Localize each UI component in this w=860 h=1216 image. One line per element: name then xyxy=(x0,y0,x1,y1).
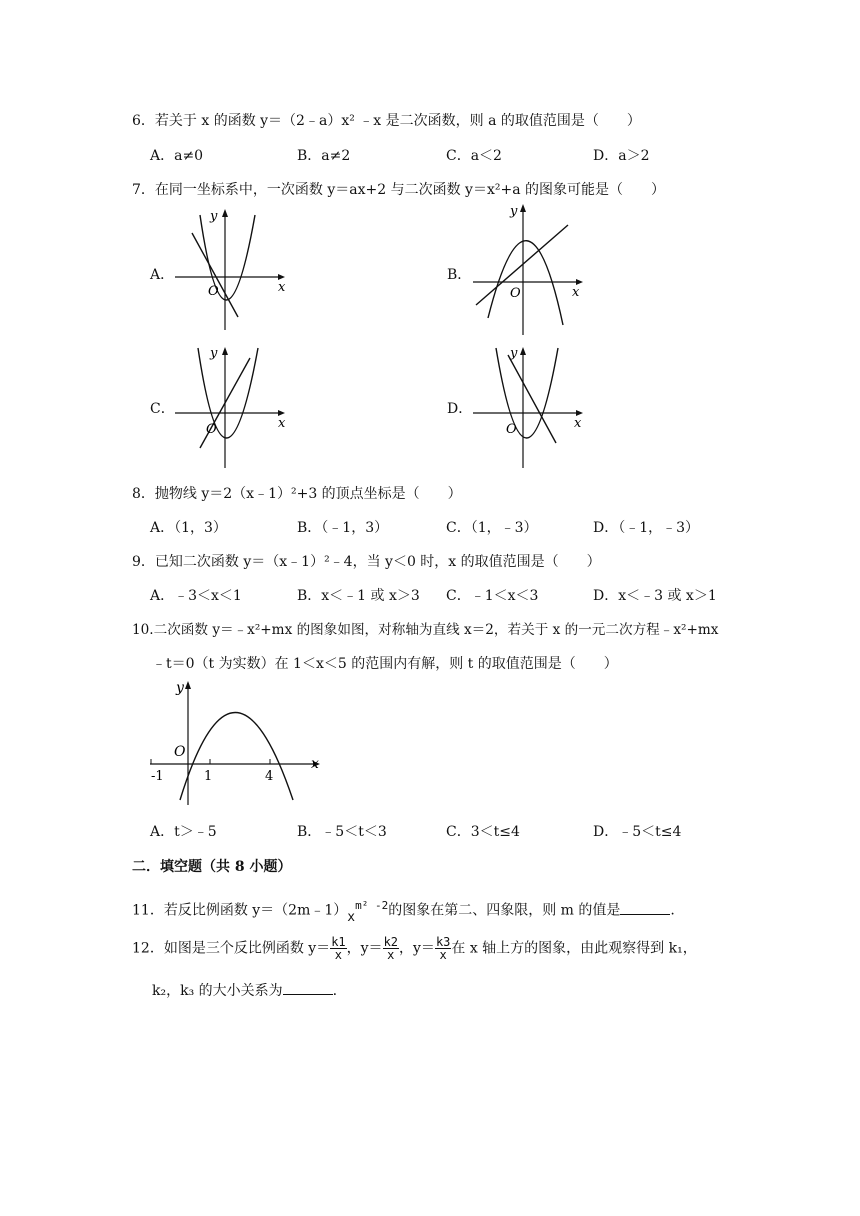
q12-end: . xyxy=(332,983,338,999)
q12-text-before: 12．如图是三个反比例函数 y＝ xyxy=(132,940,331,957)
q6-option-a[interactable]: A．a≠0 xyxy=(150,148,204,164)
q8-option-a[interactable]: A．（1，3） xyxy=(150,520,227,536)
origin-label: O xyxy=(208,284,219,299)
q12-line-2-text: k₂，k₃ 的大小关系为 xyxy=(152,983,283,999)
q12-sep-1: ，y＝ xyxy=(346,940,383,957)
q8-option-c[interactable]: C．（1，﹣3） xyxy=(446,520,538,536)
q12-frac1-den: x xyxy=(334,948,343,962)
q9-option-b[interactable]: B．x＜﹣1 或 x＞3 xyxy=(297,588,420,604)
question-12-line-1 xyxy=(132,936,697,961)
q10-origin-label: O xyxy=(174,744,186,760)
q12-fraction-3 xyxy=(435,936,451,961)
q8-option-b[interactable]: B．（﹣1，3） xyxy=(297,520,389,536)
question-10-line-1: 10.二次函数 y＝﹣x²+mx 的图象如图，对称轴为直线 x＝2，若关于 x 的一元二次方程﹣x²+mx xyxy=(132,622,719,638)
q12-frac3-den: x xyxy=(439,948,447,962)
q7-option-a-label[interactable]: A． xyxy=(150,267,175,283)
q11-end: . xyxy=(670,902,675,919)
question-7-text: 7．在同一坐标系中，一次函数 y＝ax+2 与二次函数 y＝x²+a 的图象可能是（ ） xyxy=(132,182,665,198)
section-2-title: 二．填空题（共 8 小题） xyxy=(132,859,292,875)
q6-option-b[interactable]: B．a≠2 xyxy=(297,148,351,164)
q11-answer-blank[interactable] xyxy=(620,900,670,915)
axis-x-label: x xyxy=(574,416,582,431)
q7-graph-b xyxy=(468,200,588,340)
axis-y-label: y xyxy=(210,346,218,361)
q10-axis-x-label: x xyxy=(311,756,319,772)
q9-option-c[interactable]: C．﹣1＜x＜3 xyxy=(446,588,539,604)
q10-tick-1: 1 xyxy=(204,769,213,784)
q12-fraction-2 xyxy=(383,936,399,961)
q10-tick-4: 4 xyxy=(265,769,274,784)
q6-option-c[interactable]: C．a＜2 xyxy=(446,148,502,164)
q10-option-a[interactable]: A．t＞﹣5 xyxy=(150,824,217,840)
q10-option-c[interactable]: C．3＜t≤4 xyxy=(446,824,520,840)
q11-exponent: m² -2 xyxy=(355,899,389,912)
question-6-text: 6．若关于 x 的函数 y＝（2﹣a）x² ﹣x 是二次函数，则 a 的取值范围是（ ） xyxy=(132,113,641,129)
q10-option-d[interactable]: D．﹣5＜t≤4 xyxy=(593,824,682,840)
q7-option-d-label[interactable]: D． xyxy=(447,401,473,417)
q10-tick-neg1: -1 xyxy=(151,769,164,784)
question-12-line-2 xyxy=(152,980,337,1001)
q7-option-b-label[interactable]: B． xyxy=(447,267,472,283)
origin-label: O xyxy=(510,286,521,301)
question-11 xyxy=(132,896,675,925)
q6-option-d[interactable]: D．a＞2 xyxy=(593,148,650,164)
q12-frac2-num: k2 xyxy=(383,935,399,949)
q12-frac1-num: k1 xyxy=(331,935,346,949)
q8-option-d[interactable]: D．（﹣1，﹣3） xyxy=(593,520,700,536)
q10-option-b[interactable]: B．﹣5＜t＜3 xyxy=(297,824,387,840)
q7-graph-d xyxy=(468,343,588,473)
q7-graph-c xyxy=(170,343,290,473)
q12-text-after: 在 x 轴上方的图象，由此观察得到 k₁， xyxy=(451,940,697,957)
q12-frac3-num: k3 xyxy=(435,935,451,949)
q11-base: x xyxy=(347,909,356,925)
q12-fraction-1 xyxy=(330,936,346,961)
axis-y-label: y xyxy=(210,209,218,224)
q12-sep-2: ，y＝ xyxy=(399,940,435,957)
q10-graph xyxy=(148,675,328,810)
q12-frac2-den: x xyxy=(387,948,395,962)
q10-axis-y-label: y xyxy=(176,680,184,696)
q7-option-c-label[interactable]: C． xyxy=(150,401,175,417)
q9-option-a[interactable]: A．﹣3＜x＜1 xyxy=(150,588,242,604)
question-8-text: 8．抛物线 y＝2（x﹣1）²+3 的顶点坐标是（ ） xyxy=(132,486,462,502)
axis-x-label: x xyxy=(572,285,580,300)
axis-y-label: y xyxy=(510,204,518,219)
axis-x-label: x xyxy=(278,280,286,295)
q9-option-d[interactable]: D．x＜﹣3 或 x＞1 xyxy=(593,588,717,604)
q7-graph-a xyxy=(170,205,290,335)
q12-answer-blank[interactable] xyxy=(283,980,333,995)
origin-label: O xyxy=(506,422,517,437)
axis-x-label: x xyxy=(278,416,286,431)
question-10-line-2: ﹣t＝0（t 为实数）在 1＜x＜5 的范围内有解，则 t 的取值范围是（ ） xyxy=(152,656,618,672)
q11-text-after: 的图象在第二、四象限，则 m 的值是 xyxy=(388,902,621,919)
origin-label: O xyxy=(206,422,217,437)
question-9-text: 9．已知二次函数 y＝（x﹣1）²﹣4，当 y＜0 时，x 的取值范围是（ ） xyxy=(132,554,601,570)
axis-y-label: y xyxy=(510,346,518,361)
q11-text-before: 11．若反比例函数 y＝（2m﹣1） xyxy=(132,902,348,919)
